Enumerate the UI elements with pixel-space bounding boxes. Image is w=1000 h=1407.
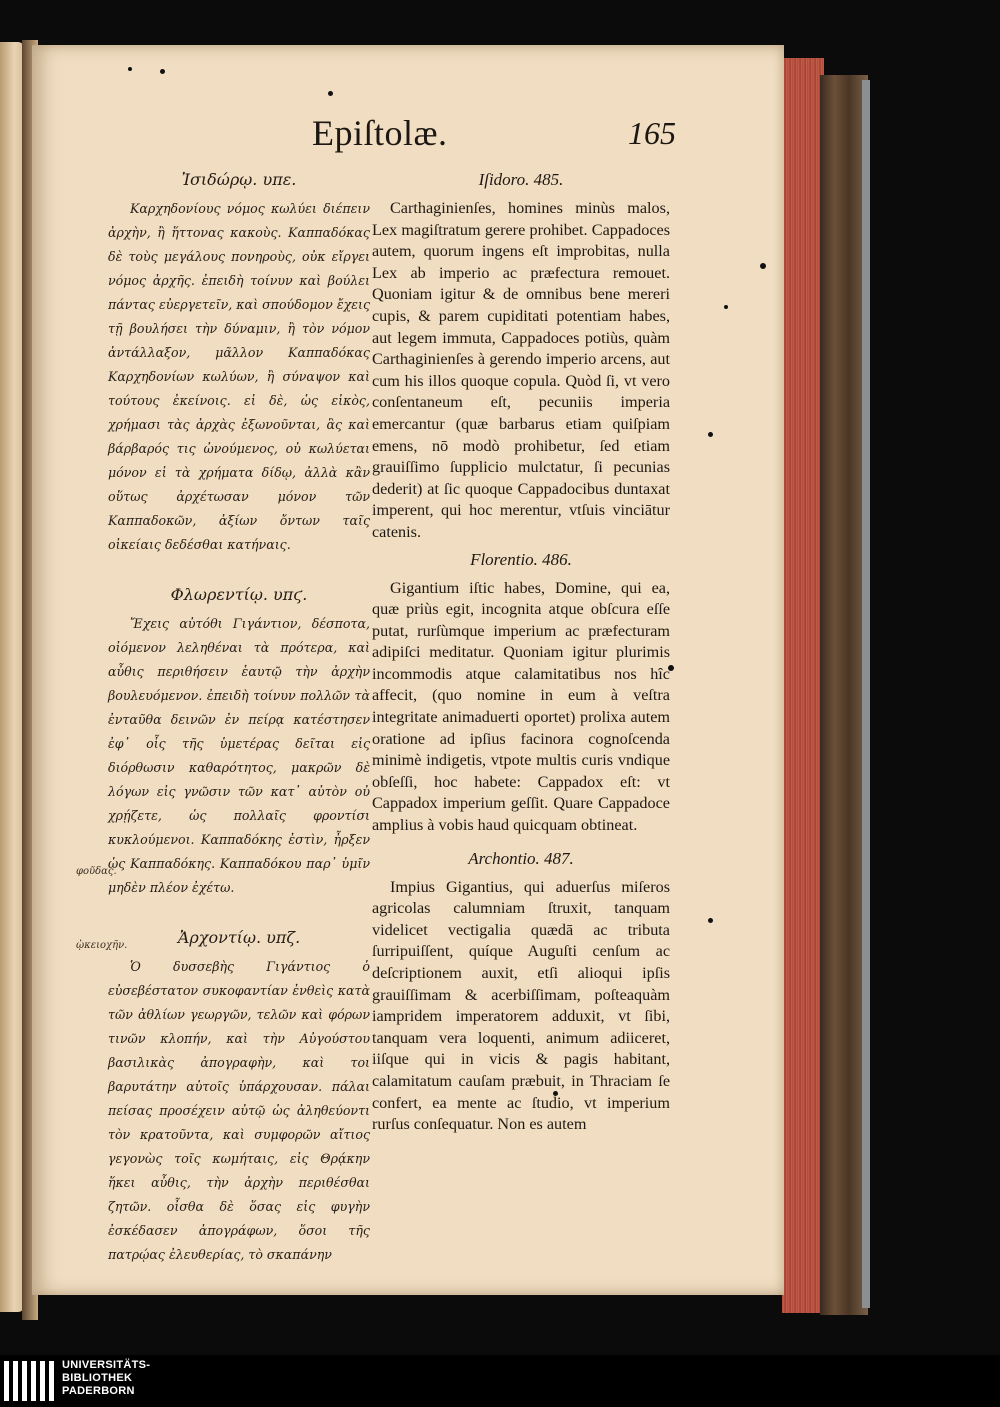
letter-heading: Ἀρχοντίῳ. υπζ. — [177, 928, 301, 947]
margin-speck — [708, 918, 713, 923]
margin-note: φοῦδας. — [76, 866, 117, 877]
library-logo-icon — [4, 1361, 54, 1401]
letter-text: Ἔχεις αὐτόθι Γιγάντιον, δέσποτα, οἰόμενον λεληθέναι τὰ πρότερα, καὶ αὖθις περιθήσειν ἑαυτῷ τὴν ἀρχὴν βουλευόμενον. ἐπειδὴ τοίνυν πολλῶν τὰ ἐνταῦθα δεινῶν ἐν πείρᾳ κατέστησεν ἐφ᾽ οἷς τῆς ὑμετέρας δεῖται εἰς διόρθωσιν καθαρότητος, μακρῶν δὲ λόγων εἰς γνῶσιν τῶν κατ᾽ αὐτὸν οὐ χρῄζετε, ὡς πολλαῖς φροντίσι κυκλούμενοι. Καππαδόκης ἐστὶν, ἦρξεν ὡς Καππαδόκης. Καππαδόκου παρ᾽ ὑμῖν μηδὲν πλέον ἐχέτω. — [108, 616, 370, 895]
margin-speck — [160, 69, 165, 74]
cover-edge — [862, 80, 870, 1308]
margin-speck — [328, 91, 333, 96]
library-footer — [0, 1355, 1000, 1407]
letter-heading: Archontio. 487. — [468, 848, 574, 868]
margin-note: ᾠκειοχῆν. — [76, 940, 128, 951]
page-number: 165 — [628, 115, 676, 151]
running-head-title: Epiſtolæ. — [312, 113, 448, 153]
letter-heading: Florentio. 486. — [470, 549, 572, 569]
library-name-line: UNIVERSITÄTS- — [62, 1359, 151, 1371]
library-name — [62, 1359, 150, 1398]
left-page-edge — [0, 42, 24, 1312]
margin-speck — [708, 432, 713, 437]
red-page-edges — [782, 58, 824, 1313]
letter-text: Καρχηδονίους νόμος κωλύει διέπειν ἀρχὴν, ἢ ἥττονας κακοὺς. Καππαδόκας δὲ τοὺς μεγάλους πονηροὺς, οὐκ εἴργει νόμος ἀρχῆς. ἐπειδὴ τοίνυν καὶ βούλει πάντας εὐεργετεῖν, καὶ σπούδομον ἔχεις τῇ βουλήσει τὴν δύναμιν, ἢ τὸν νόμον ἀντάλλαξον, μᾶλλον Καππαδόκας Καρχηδονίων κωλύων, ἢ σύναψον καὶ τούτους ἐκείνοις. εἰ δὲ, ὡς εἰκὸς, χρήμασι τὰς ἀρχὰς ἐξωνοῦνται, ἃς καὶ βάρβαρός τις ὠνούμενος, οὐ κωλύεται μόνον εἰ τὰ χρήματα δίδῳ, ἀλλὰ κἂν οὕτως ἀρχέτωσαν μόνον τῶν Καππαδοκῶν, ἀξίων ὄντων ταῖς οἰκείαις δεδέσθαι κατήναις. — [108, 201, 370, 552]
letter-text: Impius Gigantius, qui aduerſus miſeros agricolas calumniam ſtruxit, tanquam videlicet vectigalia quædā ac tributa ſurripuiſſent, quíque Auguſti cenſum ac deſcriptionem auxit, etſi alioqui ipſis grauiſſimam & acerbiſſimam, poſteaquàm iampridem imperatorem adduxit, vt ſibi, tanquam vera loquenti, animum adiiceret, iiſque qui in vicis & pagis habitant, calamitatum cauſam præbuit, in Thraciam ſe confert, ea mente ac ſtudio, vt imperium rurſus conſequatur. Non es autem — [372, 877, 670, 1134]
greek-column — [108, 170, 370, 1267]
letter-heading: Iſidoro. 485. — [478, 170, 564, 189]
letter-text: Gigantium iſtic habes, Domine, qui ea, quæ priùs egit, incognita atque obſcura eſſe putat, rurſùmque imperium ac præfecturam adipiſci meditatur. Quoniam igitur plurimis incommodis atque calamitatibus nos hîc affecit, (quo nomine in eum à veſtra integritate animaduerti oportet) prolixa autem oratione ad ipſius facinora cognoſcenda minimè indigetis, vtpote multis curis vndique obſeſſi, hoc habete: Cappadox eſt: vt Cappadox imperium geſſit. Quare Cappadoce amplius à vobis haud quicquam obtineat. — [372, 578, 670, 835]
letter-text: Ὁ δυσσεβὴς Γιγάντιος ὁ εὐσεβέστατον συκοφαντίαν ἐνθεὶς κατὰ τῶν ἀθλίων γεωργῶν, τελῶν καὶ φόρων τινῶν κλοπήν, καὶ τὴν Αὐγούστου βασιλικὰς ἀπογραφὴν, καὶ τοι βαρυτάτην αὐτοῖς ὑπάρχουσαν. πάλαι πείσας προσέχειν αὐτῷ ὡς ἀληθεύοντι τὸν κρατοῦντα, καὶ συμφορῶν αἴτιος γεγονὼς τοῖς κωμήταις, εἰς Θρᾴκην ἥκει αὖθις, τὴν ἀρχὴν περιθέσθαι ζητῶν. οἶσθα δὲ ὅσας εἰς φυγὴν ἐσκέδασεν ἀπογράφων, ὅσοι τῆς πατρῴας ἐλευθερίας, τὸ σκαπάνην — [108, 959, 370, 1262]
library-name-line: PADERBORN — [62, 1385, 135, 1397]
letter-heading: Ἰσιδώρῳ. υπε. — [181, 170, 297, 189]
margin-speck — [724, 305, 728, 309]
margin-speck — [128, 67, 132, 71]
latin-column — [372, 170, 670, 1136]
book-cover-board — [820, 75, 868, 1315]
margin-speck — [760, 263, 766, 269]
library-name-line: BIBLIOTHEK — [62, 1372, 133, 1384]
letter-heading: Φλωρεντίῳ. υπϛ. — [170, 585, 308, 604]
letter-text: Carthaginienſes, homines minùs malos, Lex magiſtratum gerere prohibet. Cappadoces autem, quorum ingens eſt improbitas, nulla Lex ab imperio ac præfectura remouet. Quoniam igitur & de omnibus bene mereri cupis, & parem cupiditati potentiam habes, aut legem immuta, Cappadoces potiùs, quàm Carthaginienſes à gerendo imperio arcens, aut cum his illos quoque copula. Quòd ſi, vt vero conſentaneum eſt, pecuniis imperia emercantur (quæ barbarus etiam quiſpiam emens, nō modò prohibetur, ſed etiam grauiſſimo ſupplicio mulctatur, ſi pecunias dederit) at ſic quoque Cappadocibus duntaxat imperent, qui hoc merentur, vtſuis vinciātur catenis. — [372, 199, 670, 541]
